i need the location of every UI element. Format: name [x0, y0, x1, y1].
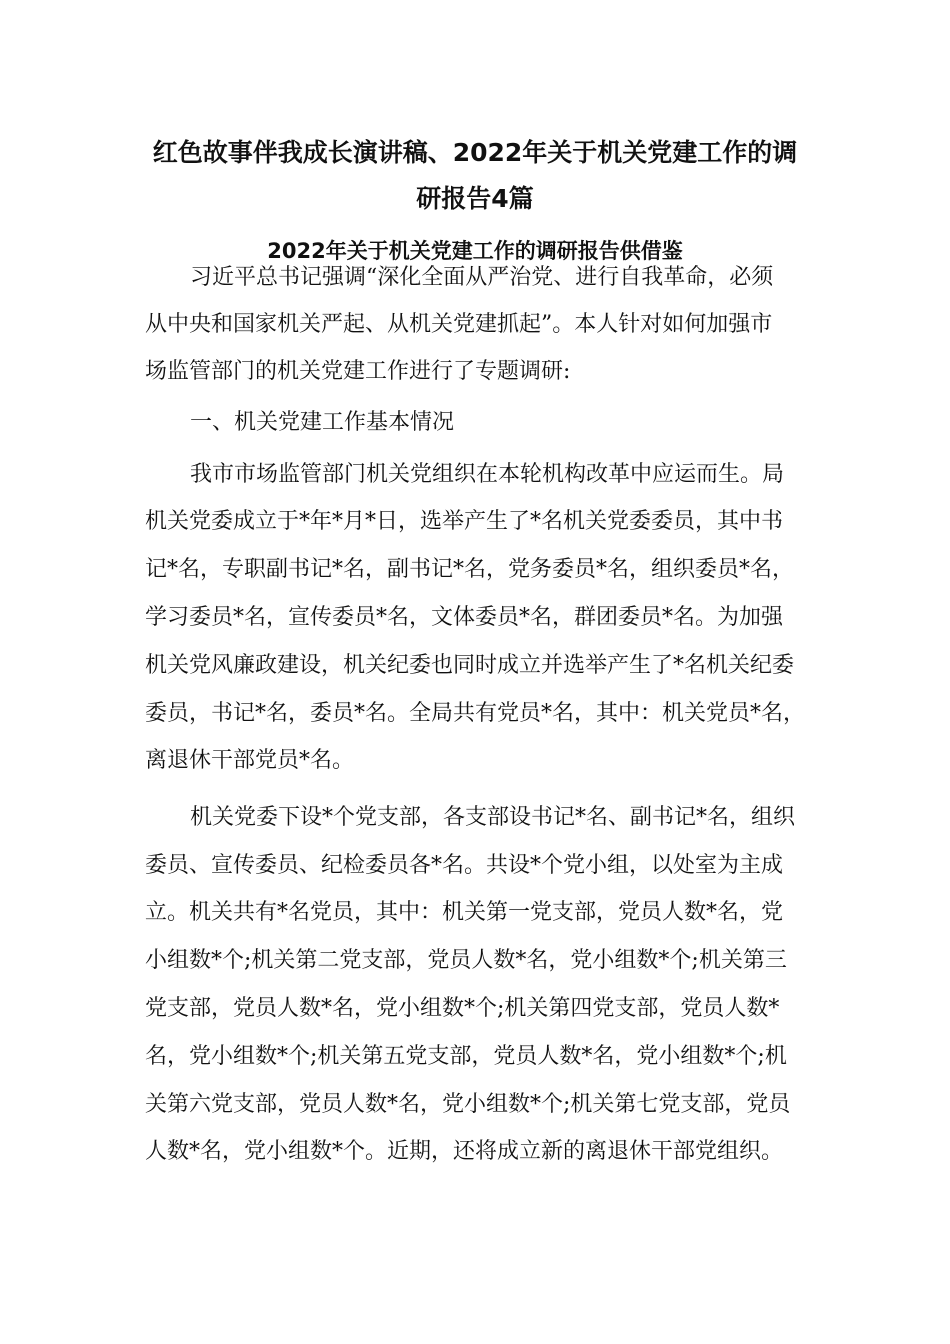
body-line: 关第六党支部，党员人数*名，党小组数*个;机关第七党支部，党员	[145, 1092, 791, 1117]
document-title-line-1: 红色故事伴我成长演讲稿、2022年关于机关党建工作的调	[152, 138, 798, 167]
body-line: 记*名，专职副书记*名，副书记*名，党务委员*名，组织委员*名，	[145, 557, 795, 582]
body-line: 机关党委下设*个党支部，各支部设书记*名、副书记*名，组织	[190, 805, 796, 830]
document-subtitle: 2022年关于机关党建工作的调研报告供借鉴	[267, 239, 683, 263]
body-line: 我市市场监管部门机关党组织在本轮机构改革中应运而生。局	[190, 462, 785, 487]
body-line: 从中央和国家机关严起、从机关党建抓起”。本人针对如何加强市	[145, 312, 773, 337]
body-line: 委员，书记*名，委员*名。全局共有党员*名，其中：机关党员*名，	[145, 701, 806, 726]
body-line: 习近平总书记强调“深化全面从严治党、进行自我革命，必须	[190, 265, 774, 290]
body-line: 委员、宣传委员、纪检委员各*名。共设*个党小组，以处室为主成	[145, 853, 784, 878]
body-line: 名，党小组数*个;机关第五党支部，党员人数*名，党小组数*个;机	[145, 1044, 787, 1069]
body-line: 机关党风廉政建设，机关纪委也同时成立并选举产生了*名机关纪委	[145, 653, 795, 678]
body-line: 小组数*个;机关第二党支部，党员人数*名，党小组数*个;机关第三	[145, 948, 787, 973]
body-line: 场监管部门的机关党建工作进行了专题调研:	[145, 359, 571, 384]
body-line: 机关党委成立于*年*月*日，选举产生了*名机关党委委员，其中书	[145, 509, 784, 534]
body-line: 人数*名，党小组数*个。近期，还将成立新的离退休干部党组织。	[145, 1139, 784, 1164]
body-line: 立。机关共有*名党员，其中：机关第一党支部，党员人数*名，党	[145, 900, 784, 925]
body-line: 党支部，党员人数*名，党小组数*个;机关第四党支部，党员人数*	[145, 996, 780, 1021]
body-line: 离退休干部党员*名。	[145, 748, 355, 773]
document-title-line-2: 研报告4篇	[416, 184, 534, 213]
body-line: 学习委员*名，宣传委员*名，文体委员*名，群团委员*名。为加强	[145, 605, 784, 630]
section-heading: 一、机关党建工作基本情况	[190, 410, 455, 435]
